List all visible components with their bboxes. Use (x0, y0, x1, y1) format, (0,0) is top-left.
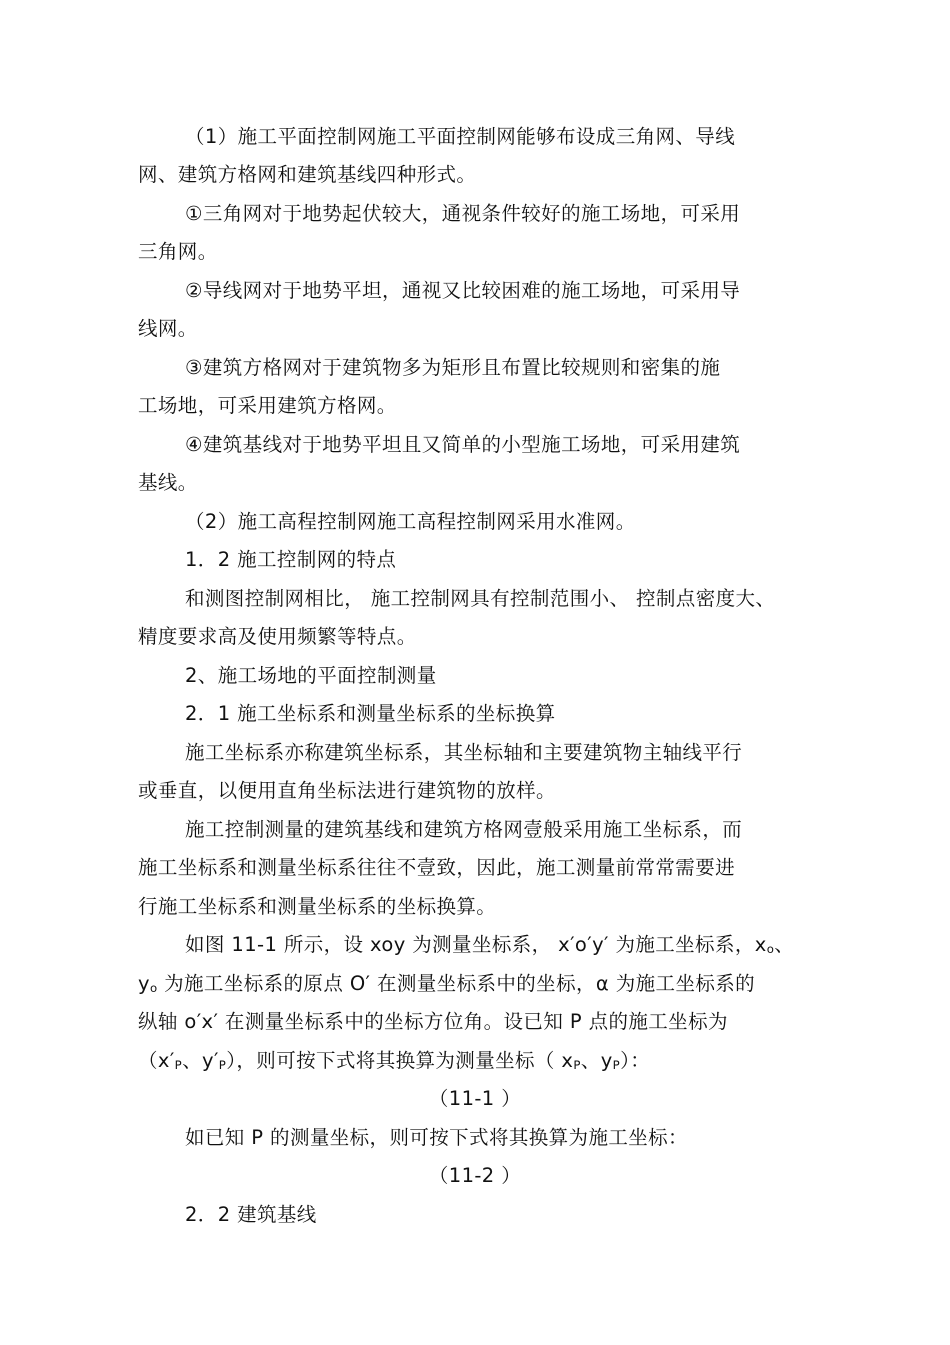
paragraph-line: 基线。 (138, 471, 198, 494)
paragraph-line: 施工控制测量的建筑基线和建筑方格网壹般采用施工坐标系，而 (185, 818, 743, 841)
paragraph-line: 工场地，可采用建筑方格网。 (138, 394, 397, 417)
paragraph-line: （1）施工平面控制网施工平面控制网能够布设成三角网、导线 (185, 125, 736, 148)
section-heading: 1．2 施工控制网的特点 (185, 548, 397, 571)
paragraph-line: 如已知 P 的测量坐标，则可按下式将其换算为施工坐标： (185, 1126, 688, 1149)
paragraph-line: $y_o$ 为施工坐标系的原点 O′ 在测量坐标系中的坐标，α 为施工坐标系的 (138, 972, 756, 995)
paragraph-line: 如图 11-1 所示，设 xoy 为测量坐标系， x′o′y′ 为施工坐标系，$x_o$、 (185, 933, 795, 956)
paragraph-line: 或垂直，以便用直角坐标法进行建筑物的放样。 (138, 779, 556, 802)
equation-number: （11-1 ） (428, 1087, 522, 1110)
section-heading: 2、施工场地的平面控制测量 (185, 664, 437, 687)
paragraph-line: ①三角网对于地势起伏较大，通视条件较好的施工场地，可采用 (185, 202, 741, 225)
paragraph-line: （$x'_P$、$y'_P$），则可按下式将其换算为测量坐标（ $x_P$、$y_P$）： (138, 1049, 651, 1072)
paragraph-line: 行施工坐标系和测量坐标系的坐标换算。 (138, 895, 497, 918)
paragraph-line: ②导线网对于地势平坦，通视又比较困难的施工场地，可采用导 (185, 279, 741, 302)
paragraph-line: 三角网。 (138, 240, 218, 263)
paragraph-line: 施工坐标系亦称建筑坐标系，其坐标轴和主要建筑物主轴线平行 (185, 741, 743, 764)
section-heading: 2．1 施工坐标系和测量坐标系的坐标换算 (185, 702, 556, 725)
paragraph-line: 和测图控制网相比， 施工控制网具有控制范围小、 控制点密度大、 (185, 587, 776, 610)
paragraph-line: 精度要求高及使用频繁等特点。 (138, 625, 417, 648)
paragraph-line: 纵轴 o′x′ 在测量坐标系中的坐标方位角。设已知 P 点的施工坐标为 (138, 1010, 728, 1033)
paragraph-line: （2）施工高程控制网施工高程控制网采用水准网。 (185, 510, 636, 533)
paragraph-line: 施工坐标系和测量坐标系往往不壹致，因此，施工测量前常常需要进 (138, 856, 736, 879)
paragraph-line: 网、建筑方格网和建筑基线四种形式。 (138, 163, 477, 186)
paragraph-line: 线网。 (138, 317, 198, 340)
paragraph-line: ③建筑方格网对于建筑物多为矩形且布置比较规则和密集的施 (185, 356, 721, 379)
paragraph-line: ④建筑基线对于地势平坦且又简单的小型施工场地，可采用建筑 (185, 433, 741, 456)
section-heading: 2．2 建筑基线 (185, 1203, 317, 1226)
equation-number: （11-2 ） (428, 1164, 522, 1187)
